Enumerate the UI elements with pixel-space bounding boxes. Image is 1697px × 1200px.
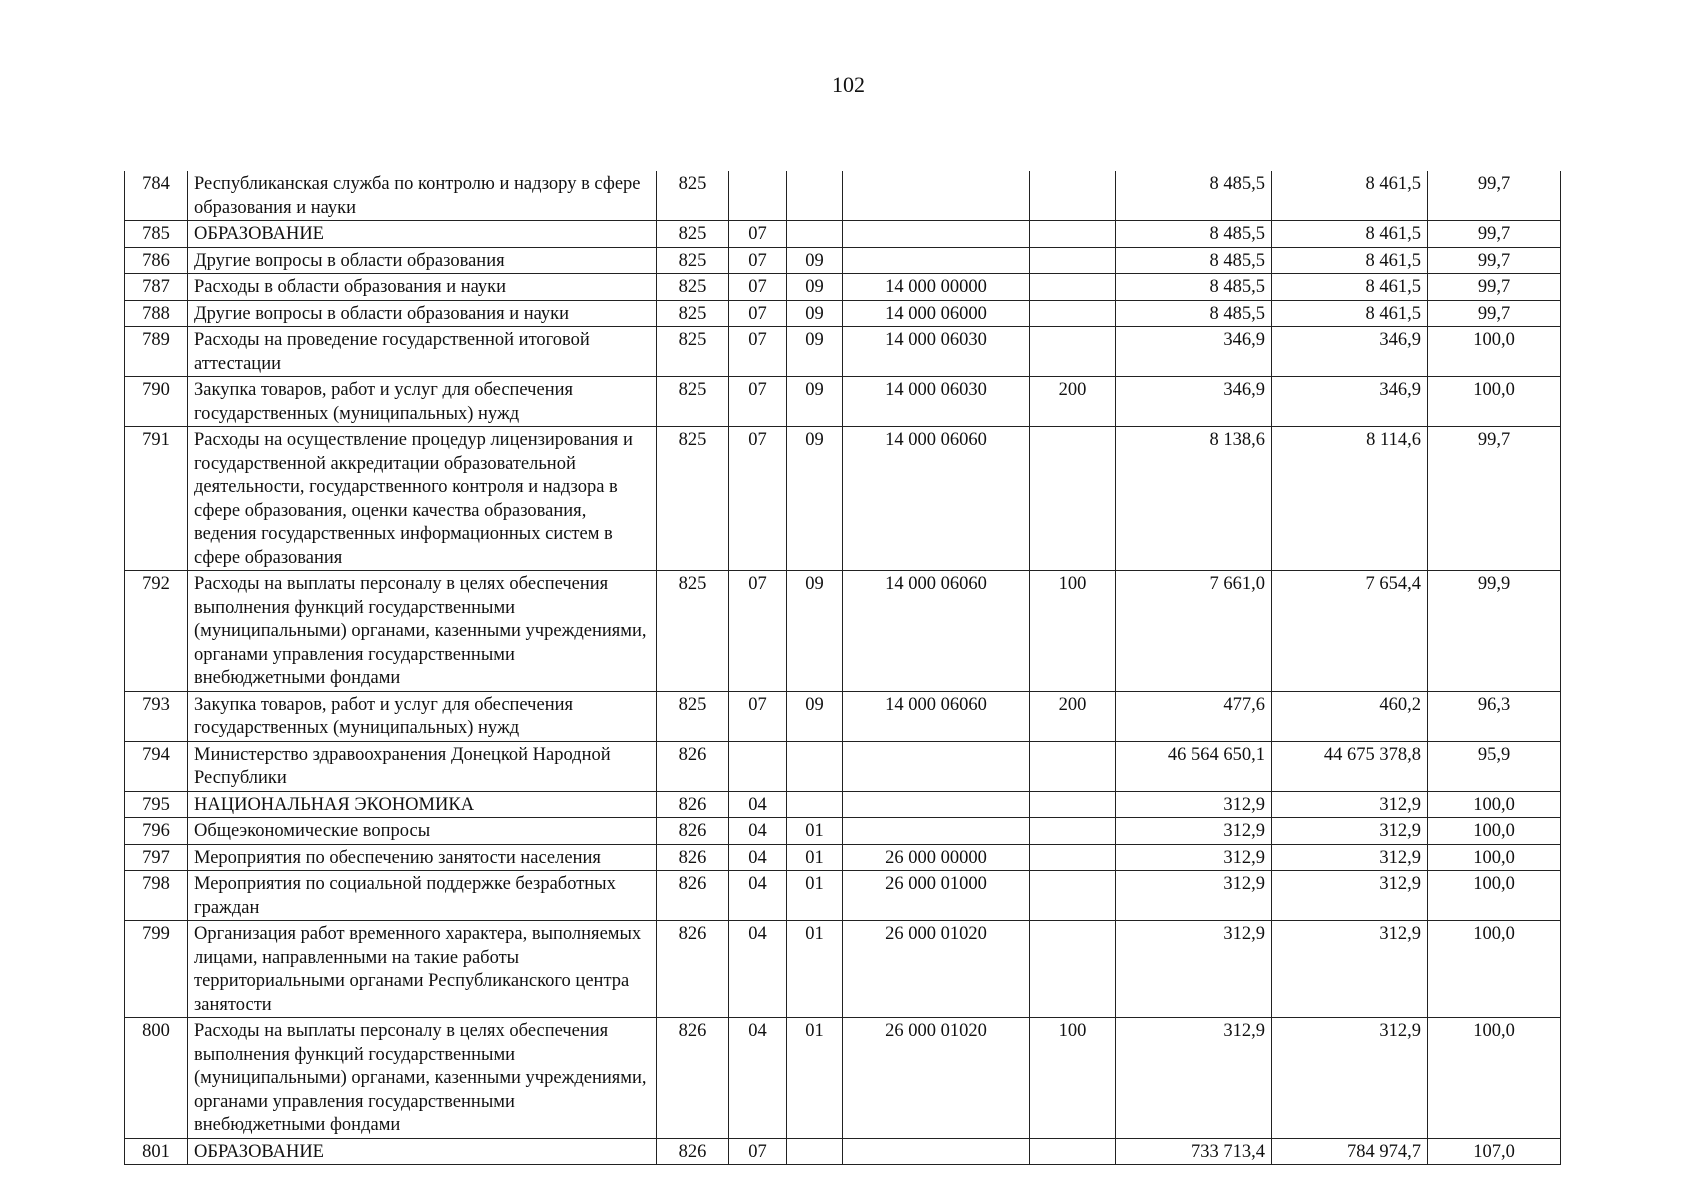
- subsection-code-cell: 01: [787, 844, 843, 871]
- target-article-cell: 26 000 00000: [843, 844, 1030, 871]
- target-article-cell: 14 000 06060: [843, 427, 1030, 571]
- row-number-cell: 787: [125, 274, 188, 301]
- table-row: [125, 691, 1561, 741]
- expense-type-cell: [1030, 171, 1116, 221]
- planned-amount-cell: 8 485,5: [1116, 274, 1272, 301]
- ved-code-cell: 825: [657, 274, 729, 301]
- expense-type-cell: [1030, 818, 1116, 845]
- row-number-cell: 801: [125, 1138, 188, 1165]
- execution-percent-cell: 100,0: [1428, 327, 1561, 377]
- ved-code-cell: 826: [657, 818, 729, 845]
- table-row: [125, 818, 1561, 845]
- row-number-cell: 792: [125, 571, 188, 692]
- expense-type-cell: [1030, 427, 1116, 571]
- actual-amount-cell: 346,9: [1272, 377, 1428, 427]
- target-article-cell: [843, 171, 1030, 221]
- section-code-cell: 07: [729, 327, 787, 377]
- actual-amount-cell: 8 461,5: [1272, 171, 1428, 221]
- planned-amount-cell: 312,9: [1116, 871, 1272, 921]
- expense-type-cell: [1030, 844, 1116, 871]
- subsection-code-cell: [787, 1138, 843, 1165]
- planned-amount-cell: 8 485,5: [1116, 300, 1272, 327]
- planned-amount-cell: 312,9: [1116, 921, 1272, 1018]
- section-code-cell: 04: [729, 818, 787, 845]
- planned-amount-cell: 8 485,5: [1116, 171, 1272, 221]
- section-code-cell: [729, 171, 787, 221]
- item-name-cell: Министерство здравоохранения Донецкой Народной Республики: [188, 741, 657, 791]
- ved-code-cell: 826: [657, 921, 729, 1018]
- execution-percent-cell: 100,0: [1428, 1018, 1561, 1139]
- planned-amount-cell: 346,9: [1116, 327, 1272, 377]
- actual-amount-cell: 8 461,5: [1272, 247, 1428, 274]
- table-row: [125, 871, 1561, 921]
- actual-amount-cell: 460,2: [1272, 691, 1428, 741]
- expense-type-cell: [1030, 327, 1116, 377]
- target-article-cell: 14 000 06060: [843, 691, 1030, 741]
- table-row: [125, 791, 1561, 818]
- execution-percent-cell: 99,7: [1428, 274, 1561, 301]
- expense-type-cell: 200: [1030, 377, 1116, 427]
- subsection-code-cell: 09: [787, 274, 843, 301]
- expense-type-cell: [1030, 741, 1116, 791]
- table-row: [125, 247, 1561, 274]
- row-number-cell: 794: [125, 741, 188, 791]
- actual-amount-cell: 346,9: [1272, 327, 1428, 377]
- planned-amount-cell: 312,9: [1116, 791, 1272, 818]
- ved-code-cell: 825: [657, 377, 729, 427]
- actual-amount-cell: 312,9: [1272, 871, 1428, 921]
- execution-percent-cell: 99,7: [1428, 221, 1561, 248]
- table-row: [125, 327, 1561, 377]
- planned-amount-cell: 8 138,6: [1116, 427, 1272, 571]
- ved-code-cell: 826: [657, 844, 729, 871]
- actual-amount-cell: 8 114,6: [1272, 427, 1428, 571]
- section-code-cell: 07: [729, 300, 787, 327]
- execution-percent-cell: 99,7: [1428, 171, 1561, 221]
- planned-amount-cell: 477,6: [1116, 691, 1272, 741]
- section-code-cell: 07: [729, 427, 787, 571]
- expense-type-cell: [1030, 300, 1116, 327]
- actual-amount-cell: 8 461,5: [1272, 274, 1428, 301]
- execution-percent-cell: 99,9: [1428, 571, 1561, 692]
- subsection-code-cell: 09: [787, 427, 843, 571]
- row-number-cell: 799: [125, 921, 188, 1018]
- section-code-cell: 07: [729, 377, 787, 427]
- item-name-cell: Закупка товаров, работ и услуг для обеспечения государственных (муниципальных) нужд: [188, 377, 657, 427]
- section-code-cell: 07: [729, 221, 787, 248]
- ved-code-cell: 825: [657, 327, 729, 377]
- actual-amount-cell: 7 654,4: [1272, 571, 1428, 692]
- subsection-code-cell: [787, 221, 843, 248]
- actual-amount-cell: 312,9: [1272, 921, 1428, 1018]
- row-number-cell: 800: [125, 1018, 188, 1139]
- row-number-cell: 784: [125, 171, 188, 221]
- table-row: [125, 844, 1561, 871]
- expense-type-cell: [1030, 871, 1116, 921]
- section-code-cell: 04: [729, 844, 787, 871]
- table-row: [125, 427, 1561, 571]
- item-name-cell: Расходы на осуществление процедур лицензирования и государственной аккредитации образовательной деятельности, государственного контроля и надзора в сфере образования, оценки качества образования, ведения государственных информационных систем в сфере образования: [188, 427, 657, 571]
- table-row: [125, 377, 1561, 427]
- item-name-cell: Другие вопросы в области образования и науки: [188, 300, 657, 327]
- target-article-cell: 14 000 06030: [843, 327, 1030, 377]
- target-article-cell: 14 000 06060: [843, 571, 1030, 692]
- planned-amount-cell: 46 564 650,1: [1116, 741, 1272, 791]
- item-name-cell: ОБРАЗОВАНИЕ: [188, 1138, 657, 1165]
- actual-amount-cell: 312,9: [1272, 1018, 1428, 1139]
- item-name-cell: Закупка товаров, работ и услуг для обеспечения государственных (муниципальных) нужд: [188, 691, 657, 741]
- execution-percent-cell: 100,0: [1428, 844, 1561, 871]
- actual-amount-cell: 312,9: [1272, 844, 1428, 871]
- execution-percent-cell: 100,0: [1428, 871, 1561, 921]
- ved-code-cell: 825: [657, 171, 729, 221]
- section-code-cell: 07: [729, 691, 787, 741]
- page-number: 102: [832, 72, 865, 97]
- execution-percent-cell: 100,0: [1428, 818, 1561, 845]
- actual-amount-cell: 312,9: [1272, 818, 1428, 845]
- row-number-cell: 788: [125, 300, 188, 327]
- target-article-cell: [843, 741, 1030, 791]
- expense-type-cell: 100: [1030, 1018, 1116, 1139]
- subsection-code-cell: 09: [787, 377, 843, 427]
- table-row: [125, 221, 1561, 248]
- subsection-code-cell: 01: [787, 871, 843, 921]
- table-row: [125, 171, 1561, 221]
- planned-amount-cell: 312,9: [1116, 844, 1272, 871]
- item-name-cell: Организация работ временного характера, выполняемых лицами, направленными на такие работы территориальными органами Республиканского центра занятости: [188, 921, 657, 1018]
- subsection-code-cell: 01: [787, 818, 843, 845]
- row-number-cell: 790: [125, 377, 188, 427]
- expense-type-cell: [1030, 1138, 1116, 1165]
- target-article-cell: [843, 791, 1030, 818]
- budget-table: [124, 171, 1561, 1165]
- ved-code-cell: 825: [657, 300, 729, 327]
- actual-amount-cell: 312,9: [1272, 791, 1428, 818]
- target-article-cell: [843, 221, 1030, 248]
- expense-type-cell: [1030, 274, 1116, 301]
- section-code-cell: 04: [729, 871, 787, 921]
- execution-percent-cell: 99,7: [1428, 247, 1561, 274]
- ved-code-cell: 825: [657, 247, 729, 274]
- planned-amount-cell: 346,9: [1116, 377, 1272, 427]
- item-name-cell: Мероприятия по социальной поддержке безработных граждан: [188, 871, 657, 921]
- expense-type-cell: [1030, 247, 1116, 274]
- target-article-cell: [843, 818, 1030, 845]
- planned-amount-cell: 312,9: [1116, 818, 1272, 845]
- execution-percent-cell: 99,7: [1428, 300, 1561, 327]
- section-code-cell: 04: [729, 1018, 787, 1139]
- target-article-cell: 14 000 06030: [843, 377, 1030, 427]
- target-article-cell: [843, 1138, 1030, 1165]
- subsection-code-cell: 09: [787, 247, 843, 274]
- section-code-cell: 07: [729, 274, 787, 301]
- execution-percent-cell: 99,7: [1428, 427, 1561, 571]
- planned-amount-cell: 733 713,4: [1116, 1138, 1272, 1165]
- row-number-cell: 795: [125, 791, 188, 818]
- ved-code-cell: 826: [657, 741, 729, 791]
- item-name-cell: ОБРАЗОВАНИЕ: [188, 221, 657, 248]
- planned-amount-cell: 312,9: [1116, 1018, 1272, 1139]
- execution-percent-cell: 100,0: [1428, 377, 1561, 427]
- row-number-cell: 796: [125, 818, 188, 845]
- ved-code-cell: 826: [657, 871, 729, 921]
- target-article-cell: 14 000 00000: [843, 274, 1030, 301]
- subsection-code-cell: 09: [787, 300, 843, 327]
- row-number-cell: 789: [125, 327, 188, 377]
- execution-percent-cell: 96,3: [1428, 691, 1561, 741]
- row-number-cell: 798: [125, 871, 188, 921]
- ved-code-cell: 826: [657, 1138, 729, 1165]
- table-row: [125, 1138, 1561, 1165]
- expense-type-cell: 200: [1030, 691, 1116, 741]
- execution-percent-cell: 95,9: [1428, 741, 1561, 791]
- planned-amount-cell: 7 661,0: [1116, 571, 1272, 692]
- item-name-cell: Мероприятия по обеспечению занятости населения: [188, 844, 657, 871]
- subsection-code-cell: 01: [787, 921, 843, 1018]
- target-article-cell: 26 000 01020: [843, 921, 1030, 1018]
- item-name-cell: Расходы на выплаты персоналу в целях обеспечения выполнения функций государственными (муниципальными) органами, казенными учреждениями, органами управления государственными внебюджетными фондами: [188, 571, 657, 692]
- item-name-cell: Расходы в области образования и науки: [188, 274, 657, 301]
- subsection-code-cell: [787, 171, 843, 221]
- actual-amount-cell: 44 675 378,8: [1272, 741, 1428, 791]
- ved-code-cell: 825: [657, 221, 729, 248]
- ved-code-cell: 826: [657, 1018, 729, 1139]
- expense-type-cell: 100: [1030, 571, 1116, 692]
- item-name-cell: Другие вопросы в области образования: [188, 247, 657, 274]
- subsection-code-cell: 01: [787, 1018, 843, 1139]
- subsection-code-cell: 09: [787, 571, 843, 692]
- expense-type-cell: [1030, 791, 1116, 818]
- ved-code-cell: 826: [657, 791, 729, 818]
- target-article-cell: 26 000 01000: [843, 871, 1030, 921]
- target-article-cell: [843, 247, 1030, 274]
- table-row: [125, 300, 1561, 327]
- section-code-cell: 07: [729, 571, 787, 692]
- execution-percent-cell: 100,0: [1428, 791, 1561, 818]
- row-number-cell: 786: [125, 247, 188, 274]
- execution-percent-cell: 107,0: [1428, 1138, 1561, 1165]
- item-name-cell: НАЦИОНАЛЬНАЯ ЭКОНОМИКА: [188, 791, 657, 818]
- section-code-cell: 07: [729, 1138, 787, 1165]
- row-number-cell: 785: [125, 221, 188, 248]
- section-code-cell: [729, 741, 787, 791]
- item-name-cell: Расходы на проведение государственной итоговой аттестации: [188, 327, 657, 377]
- table-row: [125, 921, 1561, 1018]
- section-code-cell: 04: [729, 921, 787, 1018]
- table-row: [125, 274, 1561, 301]
- row-number-cell: 791: [125, 427, 188, 571]
- expense-type-cell: [1030, 921, 1116, 1018]
- item-name-cell: Расходы на выплаты персоналу в целях обеспечения выполнения функций государственными (муниципальными) органами, казенными учреждениями, органами управления государственными внебюджетными фондами: [188, 1018, 657, 1139]
- ved-code-cell: 825: [657, 691, 729, 741]
- table-row: [125, 741, 1561, 791]
- subsection-code-cell: [787, 741, 843, 791]
- ved-code-cell: 825: [657, 427, 729, 571]
- table-row: [125, 1018, 1561, 1139]
- row-number-cell: 797: [125, 844, 188, 871]
- planned-amount-cell: 8 485,5: [1116, 247, 1272, 274]
- target-article-cell: 14 000 06000: [843, 300, 1030, 327]
- expense-type-cell: [1030, 221, 1116, 248]
- table-row: [125, 571, 1561, 692]
- actual-amount-cell: 784 974,7: [1272, 1138, 1428, 1165]
- item-name-cell: Общеэкономические вопросы: [188, 818, 657, 845]
- actual-amount-cell: 8 461,5: [1272, 300, 1428, 327]
- subsection-code-cell: [787, 791, 843, 818]
- subsection-code-cell: 09: [787, 327, 843, 377]
- execution-percent-cell: 100,0: [1428, 921, 1561, 1018]
- item-name-cell: Республиканская служба по контролю и надзору в сфере образования и науки: [188, 171, 657, 221]
- section-code-cell: 07: [729, 247, 787, 274]
- row-number-cell: 793: [125, 691, 188, 741]
- target-article-cell: 26 000 01020: [843, 1018, 1030, 1139]
- subsection-code-cell: 09: [787, 691, 843, 741]
- ved-code-cell: 825: [657, 571, 729, 692]
- section-code-cell: 04: [729, 791, 787, 818]
- planned-amount-cell: 8 485,5: [1116, 221, 1272, 248]
- actual-amount-cell: 8 461,5: [1272, 221, 1428, 248]
